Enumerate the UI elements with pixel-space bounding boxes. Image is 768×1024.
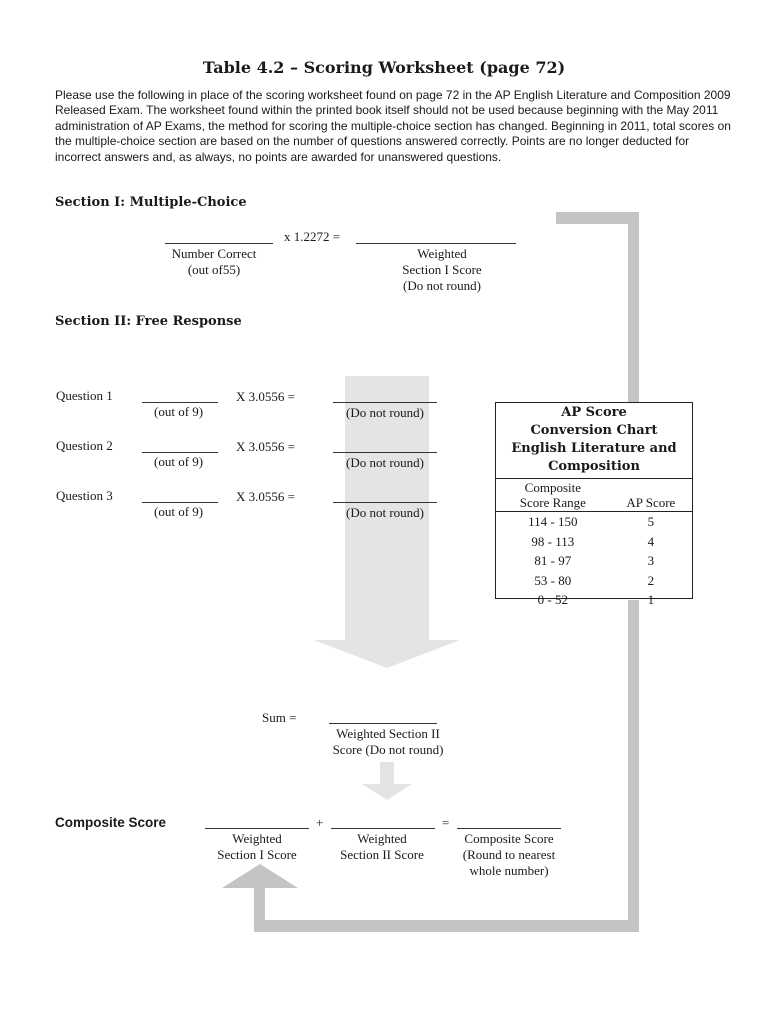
- section1-loop-arrow: [556, 212, 639, 402]
- question-score-blank[interactable]: [142, 502, 218, 503]
- do-not-round-note: (Do not round): [346, 405, 424, 420]
- question-score-blank[interactable]: [142, 452, 218, 453]
- table-row: [496, 590, 692, 610]
- table-row: [496, 512, 692, 532]
- chart-title: AP Score Conversion Chart English Literature and Composition: [496, 403, 692, 479]
- score-cell: 5: [647, 514, 655, 529]
- column-header-ap-score: AP Score: [626, 495, 676, 510]
- table-row: [496, 571, 692, 591]
- number-correct-label: Number Correct (out of55): [171, 246, 257, 277]
- question-label: Question 3: [56, 488, 113, 503]
- score-cell: 3: [647, 553, 655, 569]
- sum-blank[interactable]: [329, 723, 437, 724]
- composite-heading: Composite Score: [55, 815, 167, 830]
- weighted-section2-label: Weighted Section II Score (Do not round): [332, 726, 444, 757]
- number-correct-blank[interactable]: [165, 243, 273, 244]
- page-title: Table 4.2 – Scoring Worksheet (page 72): [202, 58, 566, 77]
- conversion-table: [496, 479, 692, 610]
- sum-label: Sum =: [262, 710, 297, 725]
- plus-sign: +: [316, 815, 324, 830]
- weighted-section1-blank[interactable]: [356, 243, 516, 244]
- composite-term1-blank[interactable]: [205, 828, 309, 829]
- range-cell: 81 - 97: [534, 553, 572, 569]
- question-multiplier: X 3.0556 =: [236, 489, 295, 504]
- question-weighted-blank[interactable]: [333, 502, 437, 503]
- equals-sign: =: [442, 815, 450, 830]
- range-cell: 0 - 52: [537, 592, 568, 608]
- weighted-section1-label: Weighted Section I Score (Do not round): [402, 246, 482, 293]
- section1-multiplier: x 1.2272 =: [284, 229, 341, 244]
- composite-result-label: Composite Score (Round to nearest whole number): [462, 831, 556, 878]
- score-cell: 4: [647, 533, 655, 549]
- range-cell: 53 - 80: [534, 572, 572, 588]
- question-weighted-blank[interactable]: [333, 402, 437, 403]
- question-weighted-blank[interactable]: [333, 452, 437, 453]
- intro-paragraph: Please use the following in place of the scoring worksheet found on page 72 in the AP English Literature and Composition 2009 Released Exam. The worksheet found within the printed book itself should not be used because beginning with the May 2011 administration of AP Exams, the method for scoring the multiple-choice section has changed. Beginning in 2011, total scores on the multiple-choice section are based on the number of questions answered correctly. Points are no longer deducted for incorrect answers and, as always, no points are awarded for unanswered questions.: [55, 88, 731, 164]
- composite-term2-label: Weighted Section II Score: [340, 831, 424, 862]
- range-cell: 98 - 113: [531, 533, 575, 549]
- score-cell: 1: [647, 592, 655, 608]
- ap-score-conversion-chart: [495, 402, 693, 608]
- question-label: Question 1: [56, 388, 113, 403]
- section1-heading: Section I: Multiple-Choice: [55, 195, 247, 210]
- table-row: [496, 532, 692, 552]
- composite-term2-blank[interactable]: [331, 828, 435, 829]
- table-row: [496, 551, 692, 571]
- question-multiplier: X 3.0556 =: [236, 439, 295, 454]
- range-cell: 114 - 150: [528, 514, 578, 529]
- do-not-round-note: (Do not round): [346, 505, 424, 520]
- column-header-range: Composite Score Range: [519, 480, 586, 510]
- out-of-label: (out of 9): [154, 454, 204, 469]
- question-multiplier: X 3.0556 =: [236, 389, 295, 404]
- out-of-label: (out of 9): [154, 404, 204, 419]
- out-of-label: (out of 9): [154, 504, 204, 519]
- score-cell: 2: [647, 572, 655, 588]
- sum-down-arrow: [362, 762, 412, 800]
- section2-heading: Section II: Free Response: [55, 314, 242, 329]
- do-not-round-note: (Do not round): [346, 455, 424, 470]
- question-score-blank[interactable]: [142, 402, 218, 403]
- question-label: Question 2: [56, 438, 113, 453]
- composite-term1-label: Weighted Section I Score: [217, 831, 297, 862]
- composite-result-blank[interactable]: [457, 828, 561, 829]
